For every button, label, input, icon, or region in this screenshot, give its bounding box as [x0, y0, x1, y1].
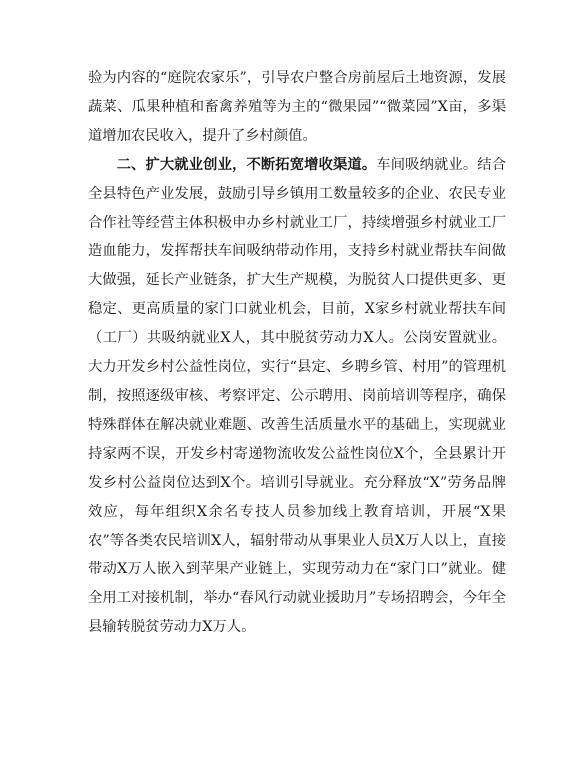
subheading-workshop: 车间吸纳就业。 — [376, 156, 478, 173]
training-text: 充分释放“X”劳务品牌效应，每年组织X余名专技人员参加线上教育培训，开展“X果农”等各类农民培训X人，辐射带动从事果业人员X万人以上，直接带动X万人嵌入到苹果产业链上，实现劳动力在“家门口”就业。健全用工对接机制，举办“春风行动就业援助月”专场招聘会，今年全县输转脱贫劳动力X万人。 — [88, 474, 507, 636]
section-heading: 二、扩大就业创业，不断拓宽增收渠道。 — [116, 156, 377, 173]
paragraph-1-text: 验为内容的“庭院农家乐”，引导农户整合房前屋后土地资源，发展蔬菜、瓜果种植和畜禽养殖等为主的“微果园”“微菜园”X亩，多渠道增加农民收入，提升了乡村颜值。 — [88, 70, 506, 144]
paragraph-1 — [88, 64, 506, 151]
public-posts-text: 大力开发乡村公益性岗位，实行“县定、乡聘乡管、村用”的管理机制，按照逐级审核、考察评定、公示聘用、岗前培训等程序，确保特殊群体在解决就业难题、改善生活质量水平的基础上，实现就业持家两不误，开发乡村寄递物流收发公益性岗位X个，全县累计开发乡村公益岗位达到X个。 — [88, 359, 506, 491]
paragraph-2 — [88, 151, 506, 642]
subheading-public-posts: 公岗安置就业。 — [403, 330, 507, 347]
subheading-training: 培训引导就业。 — [260, 474, 364, 491]
workshop-text: 结合全县特色产业发展，鼓励引导乡镇用工数量较多的企业、农民专业合作社等经营主体积极申办乡村就业工厂，持续增强乡村就业工厂造血能力，发挥帮扶车间吸纳带动作用，支持乡村就业帮扶车间做大做强，延长产业链条，扩大生产规模，为脱贫人口提供更多、更稳定、更高质量的家门口就业机会，目前，X家乡村就业帮扶车间（工厂）共吸纳就业X人，其中脱贫劳动力X人。 — [88, 156, 507, 347]
document-body — [88, 64, 506, 642]
